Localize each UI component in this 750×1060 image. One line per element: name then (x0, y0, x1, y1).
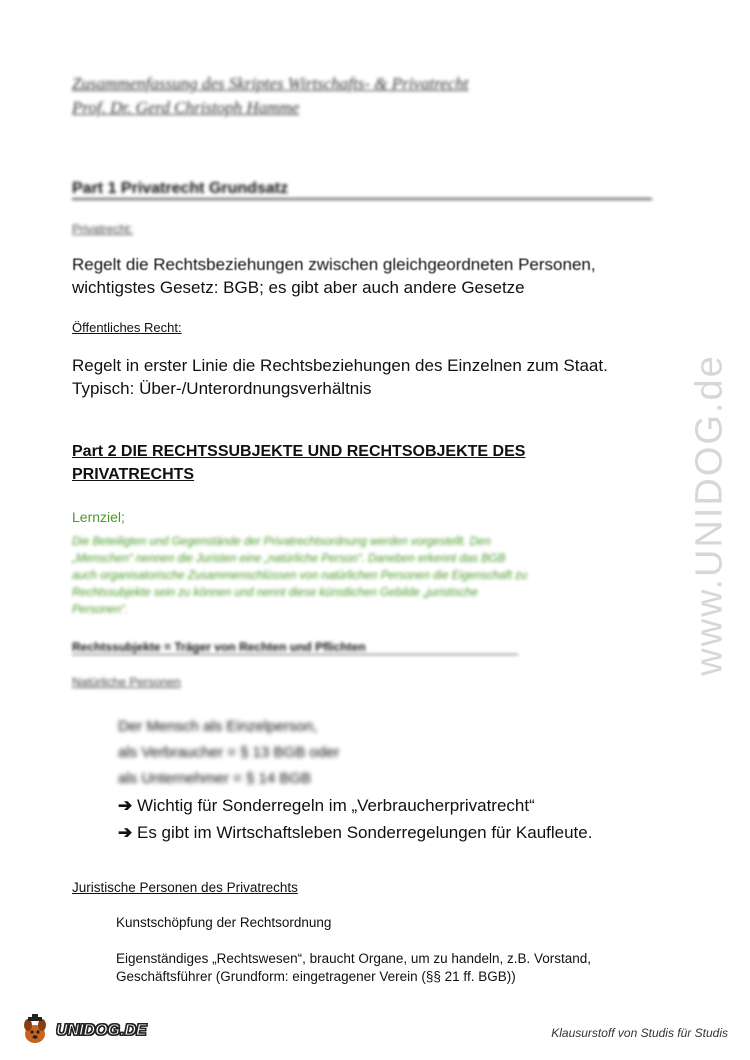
doc-header-title: Zusammenfassung des Skriptes Wirtschafts- & Privatrecht (72, 74, 469, 93)
list-item: als Verbraucher = § 13 BGB oder (118, 744, 340, 761)
jp-text-3: Geschäftsführer (Grundform: eingetragener Verein (§§ 21 ff. BGB)) (116, 969, 516, 984)
list-item: als Unternehmer = § 14 BGB (118, 770, 312, 787)
lernziel-line: Personen“. (72, 604, 129, 616)
lernziel-line: auch organisatorische Zusammenschlüssen von natürlichen Personen die Eigenschaft zu (72, 570, 528, 582)
arrow-item-text: Wichtig für Sonderregeln im „Verbraucherprivatrecht“ (136, 796, 535, 815)
arrow-right-icon: ➔ (118, 823, 133, 842)
lernziel-label: Lernziel; (72, 509, 125, 525)
arrow-item-text: Es gibt im Wirtschaftsleben Sonderregelungen für Kaufleute. (136, 823, 593, 842)
dog-icon (18, 1014, 52, 1048)
juristische-personen-label: Juristische Personen des Privatrechts (72, 880, 298, 895)
unidog-logo (18, 1013, 147, 1049)
oeffentliches-recht-text-1: Regelt in erster Linie die Rechtsbeziehungen des Einzelnen zum Staat. (72, 356, 608, 375)
natuerliche-personen-label: Natürliche Personen (72, 675, 181, 689)
lernziel-line: Rechtssubjekte sein zu können und nennt diese künstlichen Gebilde „juristische (72, 587, 478, 599)
rechtssubjekte-heading: Rechtssubjekte = Träger von Rechten und Pflichten (72, 640, 518, 655)
part2-heading-line2: PRIVATRECHTS (72, 466, 195, 483)
footer-tagline: Klausurstoff von Studis für Studis (551, 1026, 728, 1040)
lernziel-line: Die Beteiligten und Gegenstände der Privatrechtsordnung werden vorgestellt. Den (72, 536, 491, 548)
watermark-text: www.UNIDOG.de (688, 354, 731, 676)
natuerliche-personen-list (118, 714, 339, 792)
jp-text-2: Eigenständiges „Rechtswesen“, braucht Organe, um zu handeln, z.B. Vorstand, (116, 951, 592, 966)
oeffentliches-recht-text-2: Typisch: Über-/Unterordnungsverhältnis (72, 379, 372, 398)
privatrecht-label: Privatrecht: (72, 222, 133, 236)
privatrecht-text-2: wichtigstes Gesetz: BGB; es gibt aber auch andere Gesetze (72, 278, 525, 297)
arrow-right-icon: ➔ (118, 796, 133, 815)
privatrecht-text-1: Regelt die Rechtsbeziehungen zwischen gleichgeordneten Personen, (72, 255, 596, 274)
lernziel-text (72, 534, 672, 619)
lernziel-line: „Menschen“ nennen die Juristen eine „natürliche Person“. Daneben erkennt das BGB (72, 553, 506, 565)
doc-header-author: Prof. Dr. Gerd Christoph Hamme (72, 98, 300, 117)
logo-text: UNIDOG.DE (56, 1022, 147, 1039)
watermark (690, 285, 730, 745)
arrow-item (118, 823, 592, 843)
part1-heading: Part 1 Privatrecht Grundsatz (72, 180, 652, 200)
jp-text-1: Kunstschöpfung der Rechtsordnung (116, 915, 332, 930)
oeffentliches-recht-label: Öffentliches Recht: (72, 320, 182, 335)
part2-heading-line1: Part 2 DIE RECHTSSUBJEKTE UND RECHTSOBJEKTE DES (72, 443, 526, 460)
arrow-item (118, 796, 535, 816)
list-item: Der Mensch als Einzelperson, (118, 718, 318, 735)
